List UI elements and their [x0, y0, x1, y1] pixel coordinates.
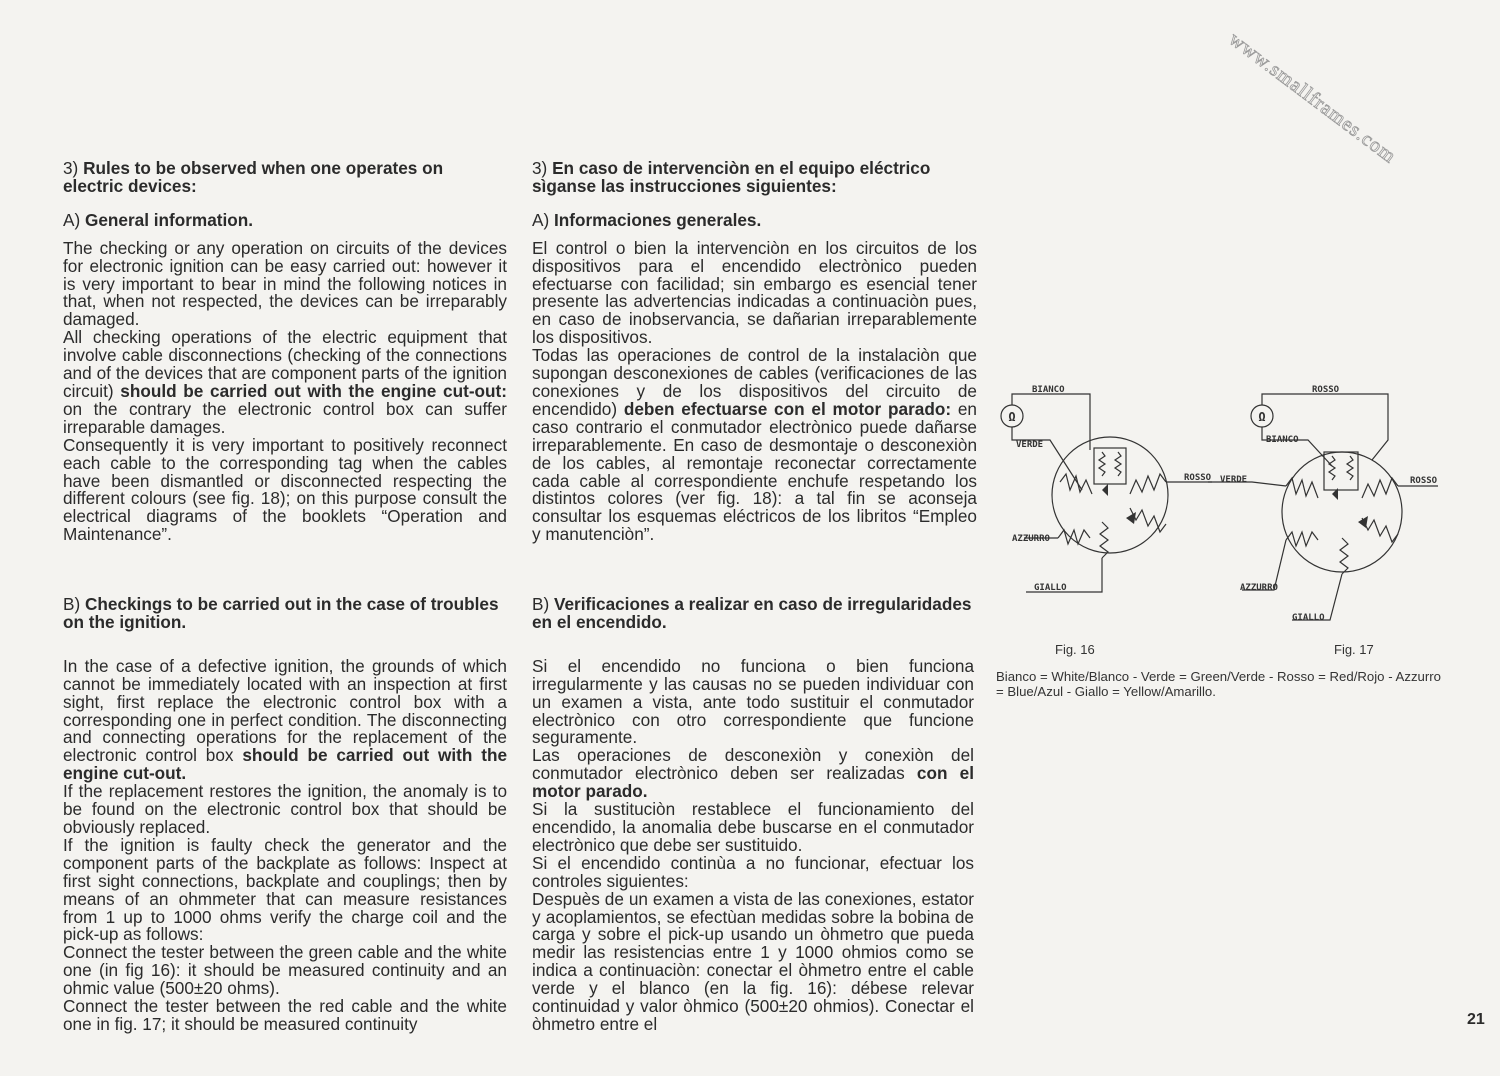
fig17-label-verde: VERDE	[1220, 475, 1248, 485]
fig16-label-rosso: ROSSO	[1184, 473, 1212, 483]
english-heading-b: B) Checkings to be carried out in the case of troubles on the ignition.	[63, 594, 499, 632]
spanish-a-paragraph-2: Todas las operaciones de control de la instalaciòn que supongan desconexiones de cables (verificaciones de las conexiones y de los dispositivos del circuito de encendido) deben efectuarse con el motor parado: en caso contrario el conmutador electrònico puede dañarse irreparablemente. En caso de desmontaje o desconexiòn de los cables, al remontaje reconectar correctamente cada cable al correspondiente enchufe respetando los distintos colores (ver fig. 18): a tal fin se aconseja consultar los esquemas eléctricos de los libritos “Empleo y manutenciòn”.	[532, 345, 977, 545]
fig16-pickup-box	[1094, 448, 1126, 484]
watermark: www.smallframes.com	[1224, 28, 1401, 168]
english-b-paragraph-4: Connect the tester between the green cable and the white one (in fig 16): it should be measured continuity and an ohmic value (500±20 ohms).	[63, 942, 507, 999]
fig17-diagram	[1208, 385, 1438, 623]
spanish-heading-b: B) Verificaciones a realizar en caso de irregularidades en el encendido.	[532, 594, 972, 632]
fig17-label-bianco: BIANCO	[1266, 435, 1299, 445]
fig17-pickup-box	[1324, 452, 1358, 490]
spanish-b-paragraph-2: Las operaciones de desconexiòn y conexiòn del conmutador electrònico deben ser realizadas con el motor parado.	[532, 745, 974, 802]
fig16-label-azzurro: AZZURRO	[1012, 534, 1050, 544]
english-section-b	[63, 596, 507, 1034]
fig16-label-bianco: BIANCO	[1032, 385, 1065, 395]
english-a-paragraph-1: The checking or any operation on circuits of the devices for electronic ignition can be easy carried out: however it is very important to bear in mind the following notices in that, when not respected, the devices can be irreparably damaged.	[63, 237, 507, 330]
spanish-b-paragraph-1: Si el encendido no funciona o bien funciona irregularmente y las causas no se pueden individuar con un examen a vista, ante todo sustituir el conmutador electrònico con otro correspondiente que funcione seguramente.	[532, 655, 974, 748]
fig16-label-verde: VERDE	[1016, 440, 1044, 450]
fig16-stator-ring	[1052, 437, 1168, 553]
fig17-ohm-symbol: Ω	[1258, 410, 1266, 424]
fig17-label-rosso-top: ROSSO	[1312, 385, 1340, 395]
english-b-paragraph-1: In the case of a defective ignition, the grounds of which cannot be immediately located with an inspection at first sight, first replace the electronic control box with a corresponding one in perfect condition. The disconnecting and connecting operations for the replacement of the electronic control box should be carried out with the engine cut-out.	[63, 655, 508, 784]
spanish-section-b	[532, 596, 974, 1034]
fig16-label-giallo: GIALLO	[1034, 583, 1067, 593]
fig17-label-rosso: ROSSO	[1410, 476, 1438, 486]
english-section-3	[63, 160, 507, 544]
english-a-paragraph-2: All checking operations of the electric equipment that involve cable disconnections (checking of the connections and of the devices that are component parts of the ignition circuit) should be carried out with the engine cut-out: on the contrary the electronic control box can suffer irreparable damages.	[63, 327, 507, 437]
wiring-diagrams	[990, 370, 1460, 635]
page-number: 21	[1467, 1011, 1485, 1028]
spanish-b-paragraph-5: Despuès de un examen a vista de las conexiones, estator y acoplamientos, se efectùan medidas sobre la bobina de carga y sobre el pick-up usando un òhmetro que pueda medir las resistencias entre 1 y 1000 ohmios como se indica a continuaciòn: conectar el òhmetro entre el cable verde y el blanco (en la fig. 16): débese relevar continuidad y valor òhmico (500±20 ohmios). Conectar el òhmetro entre el	[532, 888, 974, 1034]
english-b-paragraph-3: If the ignition is faulty check the generator and the component parts of the backplate as follows: Inspect at first sight connections, backplate and couplings; then by means of an ohmmeter that can measure resistances from 1 up to 1000 ohms verify the charge coil and the pick-up as follows:	[63, 834, 507, 945]
english-heading-a: A) General information.	[63, 209, 254, 230]
fig16-caption: Fig. 16	[1055, 642, 1095, 657]
english-b-paragraph-5: Connect the tester between the red cable and the white one in fig. 17; it should be measured continuity	[63, 996, 507, 1034]
spanish-section-3	[532, 160, 977, 544]
fig17-label-giallo: GIALLO	[1292, 613, 1325, 623]
fig16-diagram	[1001, 385, 1212, 593]
spanish-b-paragraph-3: Si la sustituciòn restablece el funcionamiento del encendido, la anomalia debe buscarse en el conmutador electrònico que debe ser sustituido.	[532, 799, 974, 855]
english-a-paragraph-3: Consequently it is very important to positively reconnect each cable to the corresponding tag when the cables have been dismantled or disconnected respecting the different colours (see fig. 18); on this purpose consult the electrical diagrams of the booklets “Operation and Maintenance”.	[63, 434, 507, 545]
spanish-heading-a: A) Informaciones generales.	[532, 209, 762, 230]
english-b-paragraph-2: If the replacement restores the ignition, the anomaly is to be found on the electronic control box that should be obviously replaced.	[63, 781, 507, 837]
color-legend: Bianco = White/Blanco - Verde = Green/Verde - Rosso = Red/Rojo - Azzurro = Blue/Azul - Giallo = Yellow/Amarillo.	[996, 669, 1441, 699]
spanish-b-paragraph-4: Si el encendido continùa a no funcionar, efectuar los controles siguientes:	[532, 852, 974, 891]
fig17-caption: Fig. 17	[1334, 642, 1374, 657]
fig16-ohm-symbol: Ω	[1008, 410, 1016, 424]
fig17-label-azzurro: AZZURRO	[1240, 583, 1278, 593]
spanish-heading-3: 3) En caso de intervenciòn en el equipo eléctrico sìganse las instrucciones siguientes:	[532, 158, 931, 196]
fig17-stator-ring	[1282, 452, 1402, 572]
english-heading-3: 3) Rules to be observed when one operates on electric devices:	[63, 158, 444, 196]
spanish-a-paragraph-1: El control o bien la intervenciòn en los circuitos de los dispositivos para el encendido electrònico pueden efectuarse con facilidad; sin embargo es esencial tener presente las advertencias indicadas a continuaciòn pues, en caso de inobservancia, se dañarian irreparablemente los dispositivos.	[532, 237, 977, 348]
